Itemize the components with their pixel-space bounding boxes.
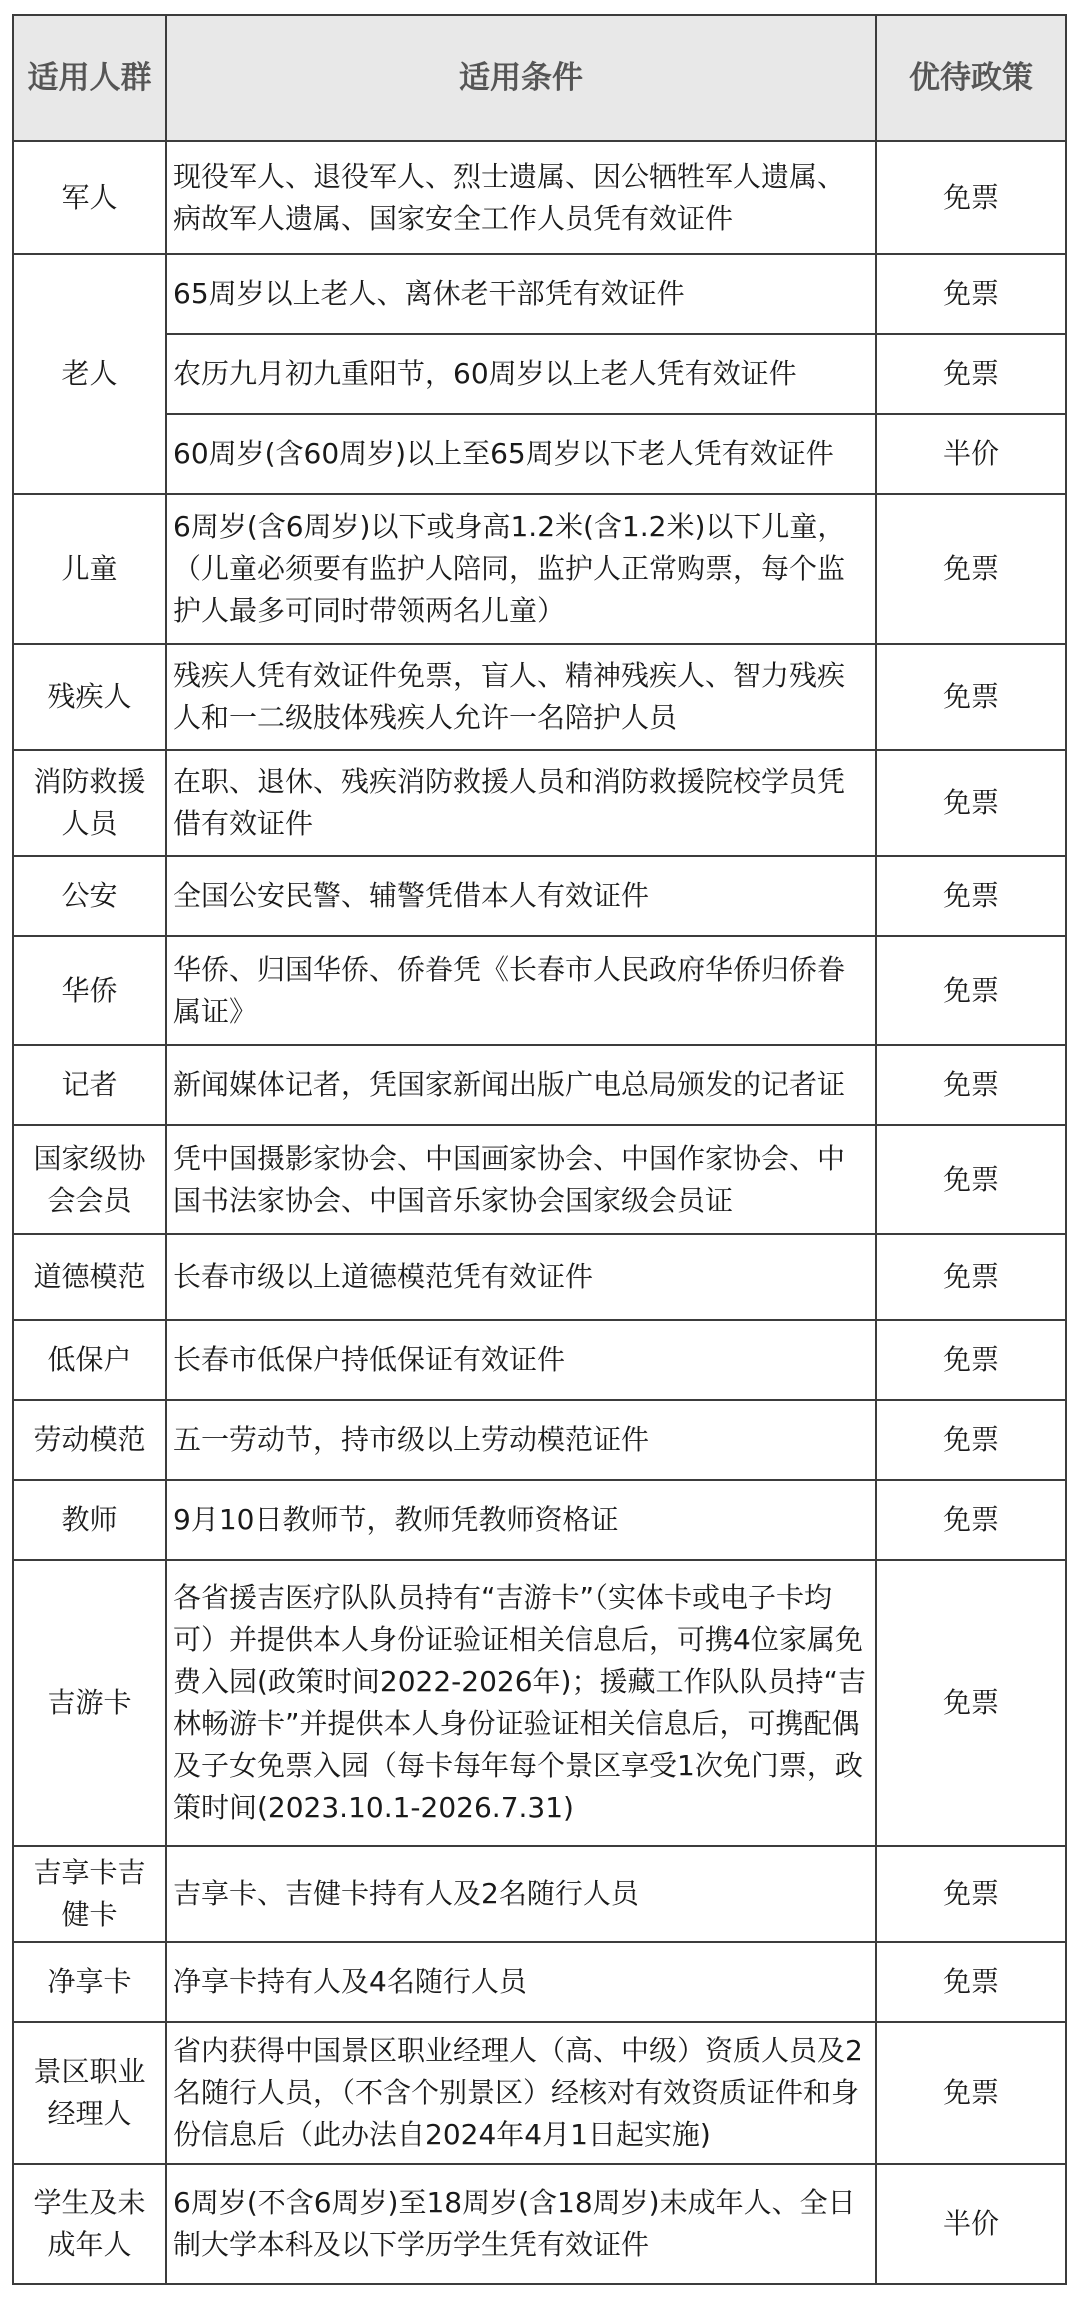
header-policy: 优待政策 xyxy=(876,15,1066,141)
group-cell: 吉享卡吉健卡 xyxy=(13,1846,166,1942)
group-cell: 国家级协会会员 xyxy=(13,1125,166,1234)
condition-cell: 6周岁(含6周岁)以下或身高1.2米(含1.2米)以下儿童，（儿童必须要有监护人陪同，监护人正常购票，每个监护人最多可同时带领两名儿童） xyxy=(166,494,876,644)
group-cell: 记者 xyxy=(13,1045,166,1125)
group-cell: 低保户 xyxy=(13,1320,166,1400)
table-row xyxy=(13,334,1066,414)
group-cell: 劳动模范 xyxy=(13,1400,166,1480)
header-group: 适用人群 xyxy=(13,15,166,141)
header-condition: 适用条件 xyxy=(166,15,876,141)
table-row xyxy=(13,1125,1066,1234)
group-cell: 儿童 xyxy=(13,494,166,644)
policy-cell: 免票 xyxy=(876,494,1066,644)
policy-cell: 免票 xyxy=(876,1480,1066,1560)
table-row xyxy=(13,936,1066,1045)
condition-cell: 现役军人、退役军人、烈士遗属、因公牺牲军人遗属、病故军人遗属、国家安全工作人员凭有效证件 xyxy=(166,141,876,254)
policy-cell: 免票 xyxy=(876,1400,1066,1480)
condition-cell: 省内获得中国景区职业经理人（高、中级）资质人员及2名随行人员，（不含个别景区）经核对有效资质证件和身份信息后（此办法自2024年4月1日起实施) xyxy=(166,2022,876,2164)
policy-cell: 半价 xyxy=(876,2164,1066,2284)
condition-cell: 残疾人凭有效证件免票，盲人、精神残疾人、智力残疾人和一二级肢体残疾人允许一名陪护人员 xyxy=(166,644,876,750)
group-cell: 净享卡 xyxy=(13,1942,166,2022)
condition-cell: 净享卡持有人及4名随行人员 xyxy=(166,1942,876,2022)
table-row xyxy=(13,1942,1066,2022)
table-row xyxy=(13,414,1066,494)
policy-cell: 免票 xyxy=(876,856,1066,936)
policy-cell: 免票 xyxy=(876,1234,1066,1320)
condition-cell: 五一劳动节，持市级以上劳动模范证件 xyxy=(166,1400,876,1480)
group-cell: 吉游卡 xyxy=(13,1560,166,1846)
table-row xyxy=(13,1234,1066,1320)
group-cell: 教师 xyxy=(13,1480,166,1560)
group-cell: 道德模范 xyxy=(13,1234,166,1320)
group-cell: 消防救援人员 xyxy=(13,750,166,856)
group-cell: 公安 xyxy=(13,856,166,936)
condition-cell: 60周岁(含60周岁)以上至65周岁以下老人凭有效证件 xyxy=(166,414,876,494)
group-cell: 华侨 xyxy=(13,936,166,1045)
condition-cell: 9月10日教师节，教师凭教师资格证 xyxy=(166,1480,876,1560)
group-cell: 景区职业经理人 xyxy=(13,2022,166,2164)
condition-cell: 全国公安民警、辅警凭借本人有效证件 xyxy=(166,856,876,936)
table-row xyxy=(13,2164,1066,2284)
condition-cell: 凭中国摄影家协会、中国画家协会、中国作家协会、中国书法家协会、中国音乐家协会国家级会员证 xyxy=(166,1125,876,1234)
condition-cell: 长春市低保户持低保证有效证件 xyxy=(166,1320,876,1400)
condition-cell: 农历九月初九重阳节，60周岁以上老人凭有效证件 xyxy=(166,334,876,414)
policy-cell: 免票 xyxy=(876,1045,1066,1125)
group-cell: 军人 xyxy=(13,141,166,254)
policy-cell: 免票 xyxy=(876,2022,1066,2164)
table-row xyxy=(13,1846,1066,1942)
table-row xyxy=(13,644,1066,750)
group-cell: 残疾人 xyxy=(13,644,166,750)
policy-cell: 免票 xyxy=(876,1846,1066,1942)
table-header-row xyxy=(13,15,1066,141)
table-row xyxy=(13,141,1066,254)
condition-cell: 华侨、归国华侨、侨眷凭《长春市人民政府华侨归侨眷属证》 xyxy=(166,936,876,1045)
table-row xyxy=(13,750,1066,856)
group-cell: 学生及未成年人 xyxy=(13,2164,166,2284)
policy-cell: 免票 xyxy=(876,644,1066,750)
policy-cell: 免票 xyxy=(876,936,1066,1045)
condition-cell: 吉享卡、吉健卡持有人及2名随行人员 xyxy=(166,1846,876,1942)
table-row xyxy=(13,1560,1066,1846)
policy-cell: 免票 xyxy=(876,750,1066,856)
condition-cell: 6周岁(不含6周岁)至18周岁(含18周岁)未成年人、全日制大学本科及以下学历学生凭有效证件 xyxy=(166,2164,876,2284)
table-body xyxy=(13,141,1066,2284)
condition-cell: 长春市级以上道德模范凭有效证件 xyxy=(166,1234,876,1320)
table-row xyxy=(13,1480,1066,1560)
policy-cell: 免票 xyxy=(876,1942,1066,2022)
condition-cell: 65周岁以上老人、离休老干部凭有效证件 xyxy=(166,254,876,334)
condition-cell: 各省援吉医疗队队员持有“吉游卡”（实体卡或电子卡均可）并提供本人身份证验证相关信息后，可携4位家属免费入园(政策时间2022-2026年)；援藏工作队队员持“吉林畅游卡”并提供本人身份证验证相关信息后，可携配偶及子女免票入园（每卡每年每个景区享受1次免门票，政策时间(2023.10.1-2026.7.31) xyxy=(166,1560,876,1846)
table-row xyxy=(13,1400,1066,1480)
table-row xyxy=(13,856,1066,936)
condition-cell: 在职、退休、残疾消防救援人员和消防救援院校学员凭借有效证件 xyxy=(166,750,876,856)
policy-cell: 免票 xyxy=(876,1320,1066,1400)
policy-cell: 免票 xyxy=(876,141,1066,254)
table-row xyxy=(13,2022,1066,2164)
policy-cell: 免票 xyxy=(876,1125,1066,1234)
policy-cell: 免票 xyxy=(876,1560,1066,1846)
condition-cell: 新闻媒体记者，凭国家新闻出版广电总局颁发的记者证 xyxy=(166,1045,876,1125)
group-cell: 老人 xyxy=(13,254,166,494)
policy-cell: 免票 xyxy=(876,254,1066,334)
preferential-policy-table xyxy=(12,14,1067,2285)
table-row xyxy=(13,1045,1066,1125)
table-row xyxy=(13,254,1066,334)
policy-cell: 免票 xyxy=(876,334,1066,414)
table-row xyxy=(13,1320,1066,1400)
policy-cell: 半价 xyxy=(876,414,1066,494)
table-row xyxy=(13,494,1066,644)
